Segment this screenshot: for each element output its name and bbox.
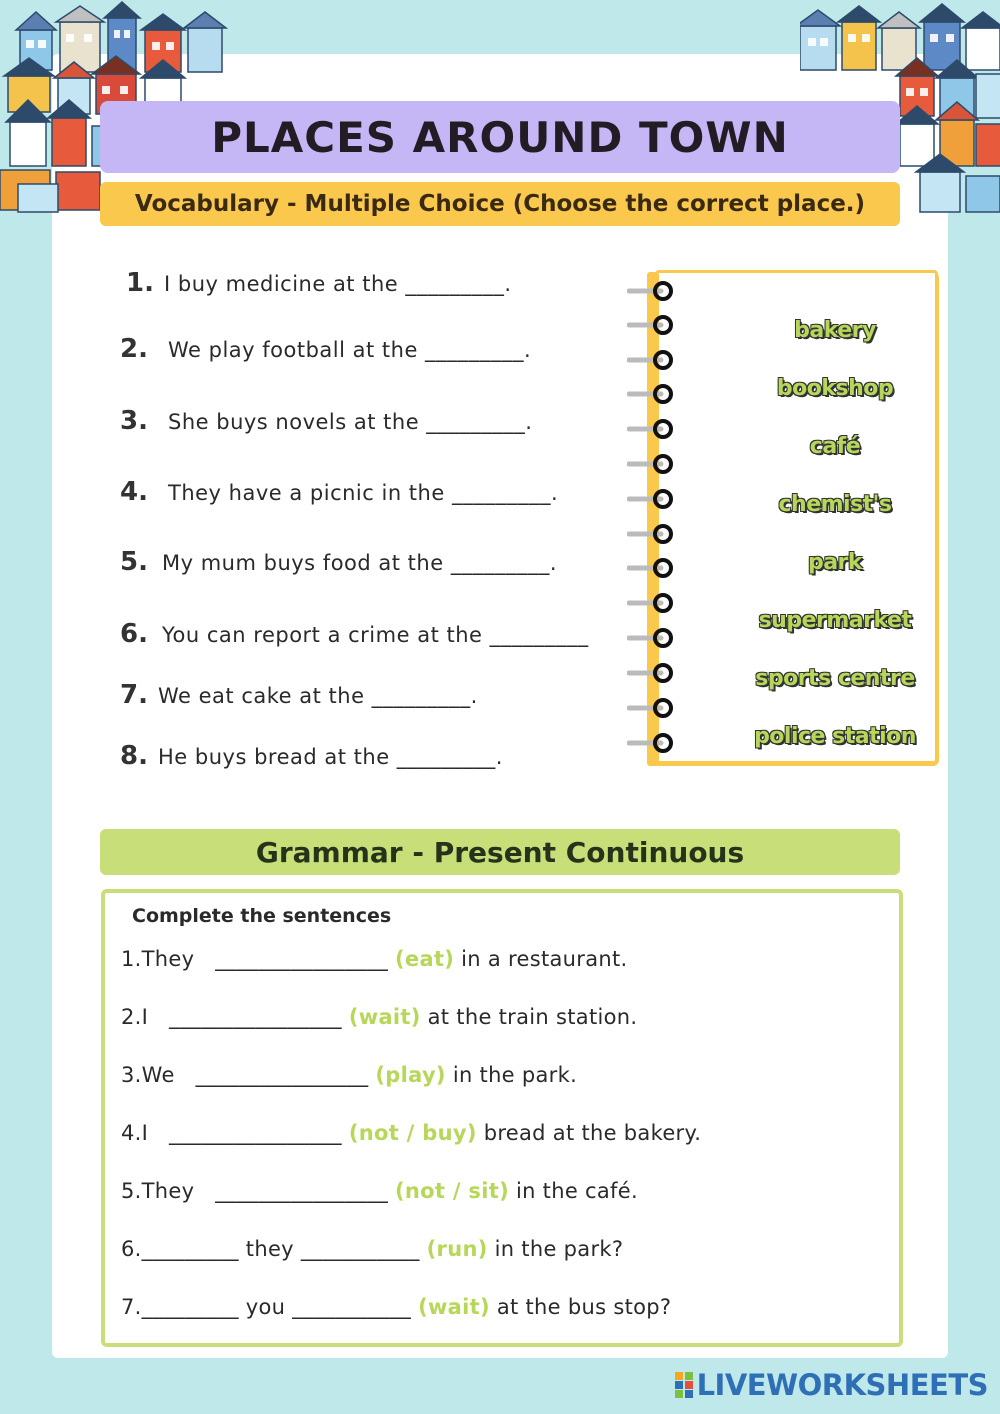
question-text[interactable]: They have a picnic in the _________. bbox=[168, 481, 559, 505]
spiral-ring-icon bbox=[627, 732, 677, 754]
word-bank-item[interactable]: park bbox=[807, 550, 863, 575]
question-text[interactable]: I buy medicine at the _________. bbox=[164, 272, 512, 296]
spiral-ring-icon bbox=[627, 488, 677, 510]
sentence-end: at the bus stop? bbox=[489, 1295, 672, 1319]
grammar-section-banner bbox=[100, 829, 900, 875]
vocab-question bbox=[120, 547, 557, 587]
vocab-section-banner bbox=[100, 182, 900, 226]
logo-text: LIVEWORKSHEETS bbox=[696, 1368, 988, 1402]
spiral-ring-icon bbox=[627, 349, 677, 371]
verb-hint: (play) bbox=[375, 1063, 446, 1087]
liveworksheets-logo[interactable] bbox=[675, 1368, 988, 1402]
spiral-ring-icon bbox=[627, 592, 677, 614]
spiral-ring-icon bbox=[627, 697, 677, 719]
grammar-sentence[interactable] bbox=[121, 1237, 623, 1261]
sentence-end: in the café. bbox=[508, 1179, 638, 1203]
sentence-end: bread at the bakery. bbox=[476, 1121, 702, 1145]
verb-hint: (wait) bbox=[418, 1295, 490, 1319]
vocab-question bbox=[120, 477, 558, 517]
vocab-question bbox=[120, 406, 532, 446]
verb-hint: (eat) bbox=[395, 947, 455, 971]
verb-hint: (not / buy) bbox=[348, 1121, 477, 1145]
question-number: 5. bbox=[120, 547, 148, 577]
vocab-heading: Vocabulary - Multiple Choice (Choose the correct place.) bbox=[134, 191, 866, 217]
vocab-question bbox=[126, 268, 512, 308]
grammar-sentence[interactable] bbox=[121, 1005, 637, 1029]
spiral-ring-icon bbox=[627, 557, 677, 579]
question-number: 3. bbox=[120, 406, 148, 436]
spiral-ring-icon bbox=[627, 627, 677, 649]
vocab-question bbox=[120, 619, 589, 659]
word-bank-item[interactable]: bookshop bbox=[776, 376, 894, 401]
page-title: PLACES AROUND TOWN bbox=[211, 112, 789, 162]
grammar-heading: Grammar - Present Continuous bbox=[255, 835, 745, 869]
question-text[interactable]: My mum buys food at the _________. bbox=[162, 551, 557, 575]
grammar-sentence[interactable] bbox=[121, 1063, 577, 1087]
question-number: 7. bbox=[120, 680, 148, 710]
word-bank-item[interactable]: supermarket bbox=[758, 608, 912, 633]
question-number: 6. bbox=[120, 619, 148, 649]
vocab-question bbox=[120, 741, 503, 781]
word-bank-item[interactable]: chemist's bbox=[778, 492, 892, 517]
sentence-start: 5.They ________________ bbox=[121, 1179, 396, 1203]
sentence-start: 7._________ you ___________ bbox=[121, 1295, 419, 1319]
word-bank-item[interactable]: police station bbox=[754, 724, 916, 749]
question-text[interactable]: We play football at the _________. bbox=[168, 338, 532, 362]
liveworksheets-logo-icon bbox=[675, 1372, 693, 1398]
sentence-start: 4.I ________________ bbox=[121, 1121, 349, 1145]
question-number: 4. bbox=[120, 477, 148, 507]
question-text[interactable]: We eat cake at the _________. bbox=[158, 684, 478, 708]
spiral-ring-icon bbox=[627, 662, 677, 684]
word-bank-notebook bbox=[645, 266, 941, 768]
sentence-start: 2.I ________________ bbox=[121, 1005, 349, 1029]
notebook-binding bbox=[647, 272, 659, 766]
word-bank-item[interactable]: bakery bbox=[794, 318, 876, 343]
spiral-ring-icon bbox=[627, 280, 677, 302]
question-number: 8. bbox=[120, 741, 148, 771]
verb-hint: (not / sit) bbox=[395, 1179, 509, 1203]
vocab-question bbox=[120, 680, 478, 720]
grammar-instruction: Complete the sentences bbox=[132, 905, 392, 927]
grammar-sentence[interactable] bbox=[121, 1179, 638, 1203]
spiral-ring-icon bbox=[627, 383, 677, 405]
sentence-end: at the train station. bbox=[420, 1005, 638, 1029]
sentence-start: 6._________ they ___________ bbox=[121, 1237, 427, 1261]
question-number: 2. bbox=[120, 334, 148, 364]
sentence-end: in a restaurant. bbox=[454, 947, 628, 971]
sentence-start: 3.We ________________ bbox=[121, 1063, 376, 1087]
question-text[interactable]: You can report a crime at the _________ bbox=[162, 623, 589, 647]
question-text[interactable]: She buys novels at the _________. bbox=[168, 410, 533, 434]
grammar-exercise-box bbox=[101, 889, 903, 1347]
spiral-ring-icon bbox=[627, 523, 677, 545]
vocab-question bbox=[120, 334, 531, 374]
word-bank-item[interactable]: sports centre bbox=[755, 666, 915, 691]
grammar-sentence[interactable] bbox=[121, 947, 628, 971]
question-text[interactable]: He buys bread at the _________. bbox=[158, 745, 503, 769]
spiral-ring-icon bbox=[627, 453, 677, 475]
grammar-sentence[interactable] bbox=[121, 1121, 701, 1145]
verb-hint: (run) bbox=[426, 1237, 488, 1261]
spiral-ring-icon bbox=[627, 314, 677, 336]
title-banner bbox=[100, 101, 900, 173]
question-number: 1. bbox=[126, 268, 154, 298]
sentence-start: 1.They ________________ bbox=[121, 947, 396, 971]
sentence-end: in the park? bbox=[487, 1237, 624, 1261]
grammar-sentence[interactable] bbox=[121, 1295, 671, 1319]
spiral-ring-icon bbox=[627, 418, 677, 440]
word-bank-item[interactable]: café bbox=[809, 434, 861, 459]
sentence-end: in the park. bbox=[445, 1063, 578, 1087]
verb-hint: (wait) bbox=[348, 1005, 421, 1029]
